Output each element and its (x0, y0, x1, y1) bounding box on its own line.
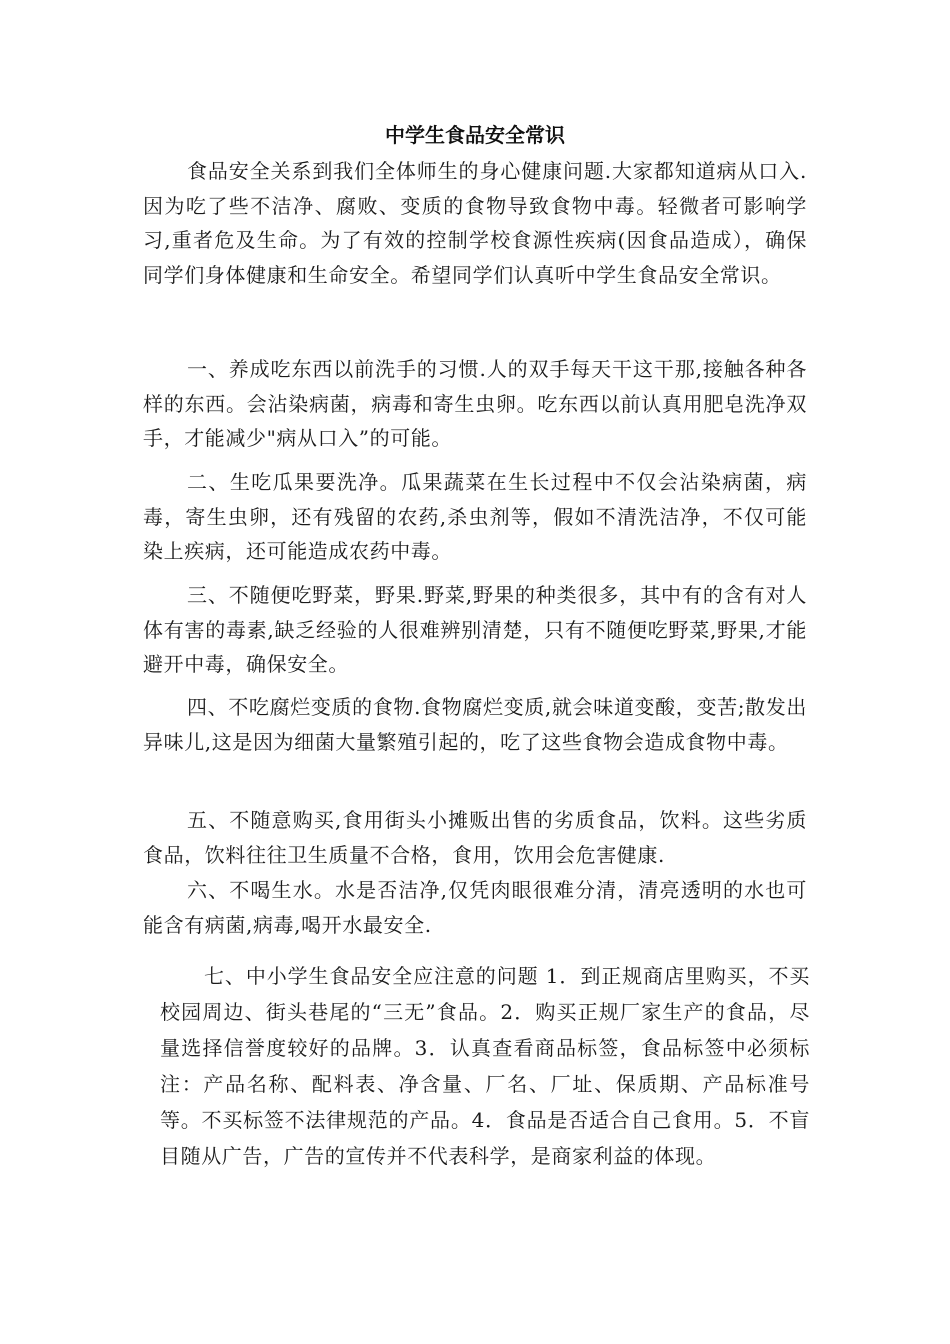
tip-paragraph-5: 五、不随意购买,食用街头小摊贩出售的劣质食品，饮料。这些劣质食品，饮料往往卫生质量不合格，食用，饮用会危害健康. (143, 808, 807, 867)
tip-paragraph-3: 三、不随便吃野菜，野果.野菜,野果的种类很多，其中有的含有对人体有害的毒素,缺乏经验的人很难辨别清楚，只有不随便吃野菜,野果,才能避开中毒，确保安全。 (143, 583, 807, 676)
intro-paragraph: 食品安全关系到我们全体师生的身心健康问题.大家都知道病从口入.因为吃了些不洁净、腐败、变质的食物导致食物中毒。轻微者可影响学习,重者危及生命。为了有效的控制学校食源性疾病(因食品造成），确保同学们身体健康和生命安全。希望同学们认真听中学生食品安全常识。 (143, 159, 807, 287)
document-title: 中学生食品安全常识 (385, 123, 565, 147)
tip-paragraph-7: 七、中小学生食品安全应注意的问题 1．到正规商店里购买，不买校园周边、街头巷尾的“三无”食品。2．购买正规厂家生产的食品，尽量选择信誉度较好的品牌。3．认真查看商品标签，食品标签中必须标注：产品名称、配料表、净含量、厂名、厂址、保质期、产品标准号等。不买标签不法律规范的产品。4．食品是否适合自己食用。5．不盲目随从广告，广告的宣传并不代表科学，是商家利益的体现。 (160, 964, 810, 1168)
tip-paragraph-2: 二、生吃瓜果要洗净。瓜果蔬菜在生长过程中不仅会沾染病菌，病毒，寄生虫卵，还有残留的农药,杀虫剂等，假如不清洗洁净，不仅可能染上疾病，还可能造成农药中毒。 (143, 470, 807, 563)
tip-paragraph-1: 一、养成吃东西以前洗手的习惯.人的双手每天干这干那,接触各种各样的东西。会沾染病菌，病毒和寄生虫卵。吃东西以前认真用肥皂洗净双手，才能减少"病从口入”的可能。 (143, 357, 807, 450)
tip-paragraph-4: 四、不吃腐烂变质的食物.食物腐烂变质,就会味道变酸，变苦;散发出异味儿,这是因为细菌大量繁殖引起的，吃了这些食物会造成食物中毒。 (143, 695, 807, 754)
tip-paragraph-6: 六、不喝生水。水是否洁净,仅凭肉眼很难分清，清亮透明的水也可能含有病菌,病毒,喝开水最安全. (143, 878, 807, 937)
